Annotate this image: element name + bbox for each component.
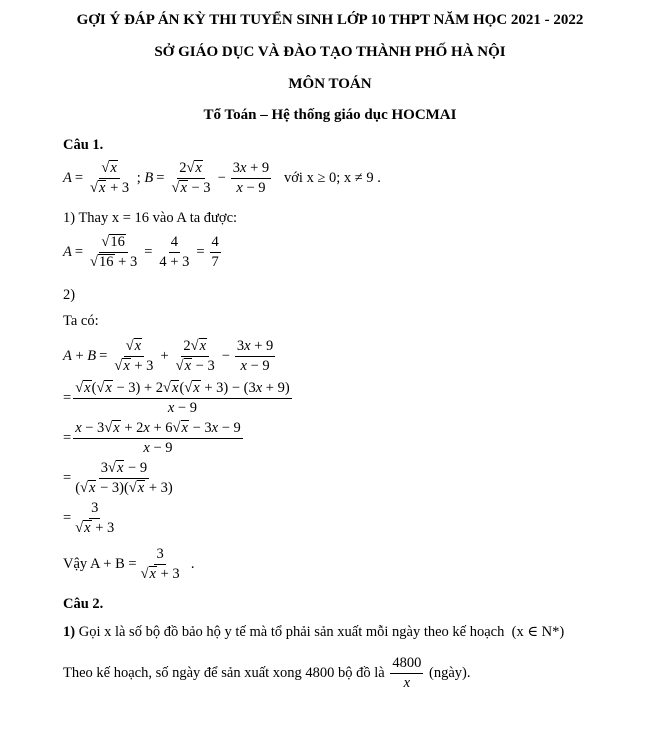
q2-line-2-unit: (ngày).	[429, 664, 471, 681]
sum-line-3: = $\frac{x - 3√x + 2x + 6√x - 3x - 9}{x - 9}$	[63, 420, 241, 456]
sum-line-5: = $\frac{3}{√x + 3}$	[63, 500, 115, 536]
question-1-title: Câu 1.	[63, 137, 104, 153]
conclusion-prefix: Vậy A + B =	[63, 555, 137, 572]
q2-line-1-text: Gọi x là số bộ đồ bảo hộ y tế mà tổ phải sản xuất mỗi ngày theo kế hoạch	[75, 624, 505, 640]
q2-line-2	[63, 655, 470, 691]
q2-line-1	[63, 624, 564, 641]
part-1-text: 1) Thay x = 16 vào A ta được:	[63, 210, 238, 226]
q2-line-1-condition: (x ∈ N*)	[511, 624, 565, 640]
header-line-3: MÔN TOÁN	[288, 76, 372, 92]
header-line-1: GỢI Ý ĐÁP ÁN KỲ THI TUYỂN SINH LỚP 10 THPT NĂM HỌC 2021 - 2022	[76, 12, 584, 28]
ta-co-text: Ta có:	[63, 313, 99, 329]
q2-line-2-text: Theo kế hoạch, số ngày để sản xuất xong 4800 bộ đồ là	[63, 664, 385, 681]
sum-line-2: = $\frac{√x(√x - 3) + 2√x(√x + 3) - (3x + 9)}{x - 9}$	[63, 380, 290, 416]
days-fraction-denominator: x	[403, 674, 411, 691]
q2-line-1-label: 1)	[63, 624, 76, 640]
a-value-computation: A = $\frac{√16}{√16 + 3}$ = $\frac{4}{4 + 3}$ = $\frac{4}{7}$	[63, 234, 219, 270]
sum-line-1: A + B = $\frac{√x}{√x + 3}$ + $\frac{2√x}{√x - 3}$ − $\frac{3x + 9}{x - 9}$	[63, 338, 274, 374]
part-2-label: 2)	[63, 287, 76, 303]
conclusion-suffix: .	[190, 555, 195, 572]
header-line-4: Tổ Toán – Hệ thống giáo dục HOCMAI	[203, 107, 457, 123]
question-2-title: Câu 2.	[63, 596, 104, 612]
header-line-2: SỞ GIÁO DỤC VÀ ĐÀO TẠO THÀNH PHỐ HÀ NỘI	[154, 44, 506, 60]
sum-line-4: = $\frac{3√x - 9}{(√x - 3)(√x + 3)}$	[63, 460, 173, 496]
days-fraction-numerator: 4800	[390, 655, 423, 674]
conclusion: Vậy A + B = $\frac{3}{√x + 3}$ .	[63, 546, 195, 582]
definition-condition: với x ≥ 0; x ≠ 9 .	[284, 169, 381, 186]
definition-a-b: A = $\frac{√x}{√x + 3}$ ; B = $\frac{2√x}{√x - 3}$ − $\frac{3x + 9}{x - 9}$ với x ≥ 0; x ≠ 9 .	[63, 160, 381, 196]
